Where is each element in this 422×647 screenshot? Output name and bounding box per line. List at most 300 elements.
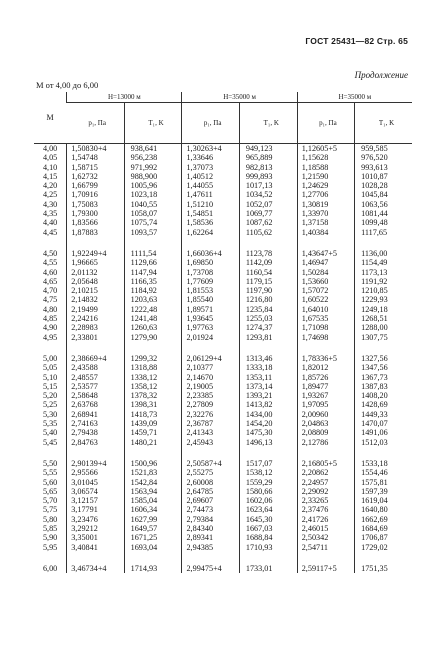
pressure-cell: 2,12786: [297, 438, 354, 447]
mach-cell: 4,50: [42, 248, 58, 258]
pressure-cell: 2,14832: [67, 295, 124, 304]
temperature-cell: 1222,48: [124, 305, 182, 314]
pressure-cell: 2,27809: [182, 400, 239, 409]
pressure-cell: 1,70916: [67, 190, 124, 199]
temperature-cell: 956,238: [124, 153, 182, 162]
mach-cell: 4,10: [42, 162, 58, 172]
temperature-cell: 1373,14: [239, 382, 297, 391]
pressure-cell: 2,79438: [67, 428, 124, 437]
pressure-cell: 2,06129+4: [182, 354, 239, 363]
pressure-cell: 1,43647+5: [297, 249, 354, 258]
temperature-cell: 1454,20: [239, 419, 297, 428]
pressure-cell: 2,68941: [67, 410, 124, 419]
temperature-cell: 1111,54: [124, 249, 182, 258]
mach-cell: 5,85: [42, 523, 58, 533]
temperature-cell: 1260,63: [124, 323, 182, 332]
mach-cell: 4,45: [42, 227, 58, 237]
mach-cell: 5,10: [42, 372, 58, 382]
temperature-cell: 1307,75: [355, 333, 412, 342]
pressure-cell: 3,29212: [67, 524, 124, 533]
mach-cell: 4,05: [42, 153, 58, 163]
pressure-cell: 1,44055: [182, 181, 239, 190]
temperature-cell: 1521,83: [124, 468, 182, 477]
mach-cell: 4,80: [42, 304, 58, 314]
temperature-cell: 1034,52: [239, 190, 297, 199]
mach-cell: 5,00: [42, 353, 58, 363]
pressure-cell: 2,53577: [67, 382, 124, 391]
temperature-cell: 1017,13: [239, 181, 297, 190]
temperature-cell: 1129,66: [124, 258, 182, 267]
pressure-cell: 2,00960: [297, 410, 354, 419]
table-row: [34, 295, 412, 304]
pressure-cell: 1,62732: [67, 172, 124, 181]
pressure-cell: 2,95566: [67, 468, 124, 477]
temperature-cell: 1517,07: [239, 459, 297, 468]
table-row: [34, 410, 412, 419]
temperature-cell: 1160,54: [239, 268, 297, 277]
mach-cell: 4,25: [42, 190, 58, 200]
table-row: [34, 468, 412, 477]
temperature-cell: 1398,31: [124, 400, 182, 409]
pressure-cell: 2,10215: [67, 286, 124, 295]
pressure-cell: 3,06574: [67, 487, 124, 496]
temperature-cell: 1667,03: [239, 524, 297, 533]
temperature-cell: 1533,18: [355, 459, 412, 468]
table-row: [34, 391, 412, 400]
pressure-cell: 1,97095: [297, 400, 354, 409]
mach-cell: 5,45: [42, 437, 58, 447]
table-row: [34, 181, 412, 190]
temperature-cell: 1005,96: [124, 181, 182, 190]
pressure-cell: 2,54711: [297, 543, 354, 552]
pressure-cell: 2,16805+5: [297, 459, 354, 468]
spacer-cell: [124, 342, 182, 354]
table-row: [34, 505, 412, 514]
pressure-cell: 2,19005: [182, 382, 239, 391]
table-row: [34, 400, 412, 409]
table-row: [34, 333, 412, 342]
mach-cell: 5,70: [42, 496, 58, 506]
temperature-cell: 1191,92: [355, 277, 412, 286]
table-row: [34, 305, 412, 314]
mach-cell: 5,65: [42, 486, 58, 496]
pressure-cell: 2,48557: [67, 373, 124, 382]
pressure-cell: 2,99475+4: [182, 564, 239, 573]
temperature-cell: 1093,57: [124, 228, 182, 237]
table-row: [34, 314, 412, 323]
table-row: [34, 363, 412, 372]
altitude-header-1: H=13000 м: [67, 92, 182, 103]
temperature-cell: 1184,92: [124, 286, 182, 295]
mach-cell: 5,15: [42, 381, 58, 391]
mach-cell: 4,95: [42, 332, 58, 342]
mach-cell: 4,00: [42, 144, 58, 153]
temperature-cell: 1434,00: [239, 410, 297, 419]
temperature-cell: 1512,03: [355, 438, 412, 447]
spacer-cell: [124, 237, 182, 249]
pressure-cell: 1,30819: [297, 200, 354, 209]
group-spacer: [34, 447, 412, 459]
spacer-cell: [182, 342, 239, 354]
temperature-cell: 1413,82: [239, 400, 297, 409]
mach-cell: 4,40: [42, 218, 58, 228]
spacer-cell: [239, 447, 297, 459]
spacer-cell: [34, 237, 67, 249]
table-row: [34, 200, 412, 209]
pressure-cell: 2,74473: [182, 505, 239, 514]
pressure-cell: 1,85726: [297, 373, 354, 382]
mach-cell: 5,80: [42, 514, 58, 524]
spacer-cell: [34, 342, 67, 354]
temperature-cell: 1542,84: [124, 478, 182, 487]
temperature-cell: 1439,09: [124, 419, 182, 428]
pressure-cell: 2,08809: [297, 428, 354, 437]
table-row: [34, 258, 412, 267]
pressure-cell: 3,01045: [67, 478, 124, 487]
pressure-cell: 1,77609: [182, 277, 239, 286]
pressure-cell: 2,10377: [182, 363, 239, 372]
pressure-cell: 2,04863: [297, 419, 354, 428]
table-row: [34, 218, 412, 227]
table-row: [34, 428, 412, 437]
temperature-cell: 999,893: [239, 172, 297, 181]
temperature-cell: 1040,55: [124, 200, 182, 209]
pressure-header: p₁, Па: [182, 103, 239, 144]
spacer-cell: [297, 342, 354, 354]
temperature-cell: 1333,18: [239, 363, 297, 372]
table-row: [34, 438, 412, 447]
table-row: [34, 419, 412, 428]
pressure-cell: 1,21590: [297, 172, 354, 181]
temperature-cell: 1136,00: [355, 249, 412, 258]
temperature-cell: 1087,62: [239, 218, 297, 227]
temperature-cell: 1197,90: [239, 286, 297, 295]
temperature-cell: 1470,07: [355, 419, 412, 428]
mach-cell: 5,20: [42, 391, 58, 401]
pressure-cell: 2,90139+4: [67, 459, 124, 468]
spacer-cell: [239, 237, 297, 249]
mach-cell: 4,70: [42, 286, 58, 296]
temperature-cell: 1318,88: [124, 363, 182, 372]
temperature-cell: 1684,69: [355, 524, 412, 533]
spacer-cell: [182, 447, 239, 459]
table-row: [34, 533, 412, 542]
mach-cell: 5,55: [42, 468, 58, 478]
table-row: [34, 354, 412, 363]
table-row: [34, 564, 412, 573]
spacer-cell: [182, 552, 239, 564]
temperature-cell: 1063,56: [355, 200, 412, 209]
temperature-cell: 1105,62: [239, 228, 297, 237]
temperature-cell: 1279,90: [124, 333, 182, 342]
pressure-cell: 1,87883: [67, 228, 124, 237]
temperature-cell: 1393,21: [239, 391, 297, 400]
pressure-cell: 2,63768: [67, 400, 124, 409]
mach-cell: 4,55: [42, 258, 58, 268]
pressure-cell: 2,74163: [67, 419, 124, 428]
temperature-cell: 1347,56: [355, 363, 412, 372]
spacer-cell: [67, 447, 124, 459]
mach-cell: 4,75: [42, 295, 58, 305]
mach-cell: 6,00: [42, 563, 58, 573]
pressure-cell: 2,41726: [297, 515, 354, 524]
mach-cell: 4,35: [42, 209, 58, 219]
pressure-cell: 2,41343: [182, 428, 239, 437]
mach-cell: 4,65: [42, 276, 58, 286]
pressure-cell: 1,37158: [297, 218, 354, 227]
temperature-cell: 1710,93: [239, 543, 297, 552]
table-row: [34, 172, 412, 181]
pressure-cell: 1,37073: [182, 163, 239, 172]
temperature-cell: 1640,80: [355, 505, 412, 514]
pressure-cell: 3,46734+4: [67, 564, 124, 573]
pressure-cell: 2,94385: [182, 543, 239, 552]
pressure-cell: 2,14670: [182, 373, 239, 382]
temperature-cell: 1606,34: [124, 505, 182, 514]
pressure-cell: 1,96665: [67, 258, 124, 267]
temperature-cell: 959,585: [355, 144, 412, 154]
pressure-cell: 1,57072: [297, 286, 354, 295]
temperature-cell: 1559,29: [239, 478, 297, 487]
temperature-cell: 1288,00: [355, 323, 412, 332]
pressure-cell: 1,62264: [182, 228, 239, 237]
temperature-cell: 1075,74: [124, 218, 182, 227]
pressure-cell: 1,15628: [297, 153, 354, 162]
temperature-cell: 1500,96: [124, 459, 182, 468]
pressure-cell: 1,24629: [297, 181, 354, 190]
mach-cell: 5,60: [42, 477, 58, 487]
temperature-cell: 1496,13: [239, 438, 297, 447]
pressure-cell: 1,75083: [67, 200, 124, 209]
table-row: [34, 496, 412, 505]
temperature-cell: 938,641: [124, 144, 182, 154]
mach-cell: 5,05: [42, 363, 58, 373]
pressure-cell: 1,83566: [67, 218, 124, 227]
mach-cell: 5,90: [42, 533, 58, 543]
temperature-cell: 1645,30: [239, 515, 297, 524]
pressure-cell: 1,60522: [297, 295, 354, 304]
mach-cell: 4,85: [42, 314, 58, 324]
table-row: [34, 543, 412, 552]
pressure-cell: 2,37476: [297, 505, 354, 514]
pressure-cell: 1,47611: [182, 190, 239, 199]
temperature-cell: 1554,46: [355, 468, 412, 477]
pressure-cell: 2,23385: [182, 391, 239, 400]
temperature-cell: 1268,51: [355, 314, 412, 323]
pressure-cell: 2,89341: [182, 533, 239, 542]
pressure-cell: 2,05648: [67, 277, 124, 286]
pressure-header: p₁, Па: [67, 103, 124, 144]
table-row: [34, 144, 412, 154]
temperature-cell: 1693,04: [124, 543, 182, 552]
pressure-cell: 3,40841: [67, 543, 124, 552]
temperature-cell: 1714,93: [124, 564, 182, 573]
table-row: [34, 153, 412, 162]
spacer-cell: [67, 552, 124, 564]
spacer-cell: [297, 237, 354, 249]
pressure-cell: 1,18588: [297, 163, 354, 172]
pressure-cell: 2,79384: [182, 515, 239, 524]
temperature-cell: 1580,66: [239, 487, 297, 496]
temperature-cell: 1216,80: [239, 295, 297, 304]
pressure-cell: 1,27706: [297, 190, 354, 199]
mach-cell: 4,20: [42, 181, 58, 191]
temperature-cell: 1010,87: [355, 172, 412, 181]
pressure-cell: 2,46015: [297, 524, 354, 533]
temperature-cell: 982,813: [239, 163, 297, 172]
temperature-cell: 1480,21: [124, 438, 182, 447]
temperature-cell: 1327,56: [355, 354, 412, 363]
table-row: [34, 382, 412, 391]
temperature-cell: 1649,57: [124, 524, 182, 533]
pressure-cell: 2,84340: [182, 524, 239, 533]
pressure-cell: 2,20862: [297, 468, 354, 477]
spacer-cell: [67, 237, 124, 249]
temperature-cell: 1602,06: [239, 496, 297, 505]
mach-cell: 5,30: [42, 409, 58, 419]
pressure-cell: 1,73708: [182, 268, 239, 277]
temperature-cell: 1729,02: [355, 543, 412, 552]
spacer-cell: [239, 342, 297, 354]
temperature-cell: 1255,03: [239, 314, 297, 323]
pressure-cell: 2,55275: [182, 468, 239, 477]
pressure-cell: 1,12605+5: [297, 144, 354, 154]
pressure-cell: 2,36787: [182, 419, 239, 428]
mach-cell: 4,15: [42, 171, 58, 181]
temperature-cell: 1475,30: [239, 428, 297, 437]
spacer-cell: [297, 552, 354, 564]
mach-cell: 4,90: [42, 323, 58, 333]
pressure-cell: 1,92249+4: [67, 249, 124, 258]
temperature-cell: 1449,33: [355, 410, 412, 419]
temperature-cell: 1733,01: [239, 564, 297, 573]
temperature-cell: 1241,48: [124, 314, 182, 323]
pressure-cell: 2,43588: [67, 363, 124, 372]
pressure-cell: 2,32276: [182, 410, 239, 419]
table-row: [34, 209, 412, 218]
mach-cell: 5,75: [42, 505, 58, 515]
continuation-label: Продолжение: [354, 70, 408, 80]
mach-range-label: М от 4,00 до 6,00: [36, 80, 99, 90]
pressure-cell: 1,30263+4: [182, 144, 239, 154]
pressure-cell: 3,17791: [67, 505, 124, 514]
temperature-cell: 1627,99: [124, 515, 182, 524]
group-spacer: [34, 552, 412, 564]
pressure-cell: 2,59117+5: [297, 564, 354, 573]
temperature-cell: 971,992: [124, 163, 182, 172]
temperature-cell: 1142,09: [239, 258, 297, 267]
temperature-cell: 1459,71: [124, 428, 182, 437]
temperature-cell: 1099,48: [355, 218, 412, 227]
table-row: [34, 487, 412, 496]
mach-cell: 5,95: [42, 542, 58, 552]
pressure-cell: 1,64010: [297, 305, 354, 314]
table-row: [34, 373, 412, 382]
temperature-cell: 1671,25: [124, 533, 182, 542]
pressure-cell: 3,35001: [67, 533, 124, 542]
pressure-cell: 2,58648: [67, 391, 124, 400]
temperature-cell: 1338,12: [124, 373, 182, 382]
temperature-cell: 1293,81: [239, 333, 297, 342]
pressure-cell: 2,33265: [297, 496, 354, 505]
temperature-cell: 1210,85: [355, 286, 412, 295]
spacer-cell: [34, 552, 67, 564]
temperature-cell: 1619,04: [355, 496, 412, 505]
pressure-cell: 1,53660: [297, 277, 354, 286]
table-row: [34, 323, 412, 332]
pressure-cell: 1,54748: [67, 153, 124, 162]
temperature-cell: 1166,35: [124, 277, 182, 286]
temperature-cell: 1387,83: [355, 382, 412, 391]
pressure-cell: 1,40512: [182, 172, 239, 181]
pressure-cell: 2,50587+4: [182, 459, 239, 468]
spacer-cell: [355, 447, 412, 459]
table-row: [34, 268, 412, 277]
temperature-cell: 1045,84: [355, 190, 412, 199]
pressure-cell: 1,85540: [182, 295, 239, 304]
temperature-header: T₁, K: [239, 103, 297, 144]
temperature-cell: 949,123: [239, 144, 297, 154]
temperature-cell: 1706,87: [355, 533, 412, 542]
temperature-cell: 1313,46: [239, 354, 297, 363]
spacer-cell: [355, 237, 412, 249]
pressure-cell: 1,67535: [297, 314, 354, 323]
temperature-cell: 1418,73: [124, 410, 182, 419]
pressure-cell: 1,58715: [67, 163, 124, 172]
table-row: [34, 249, 412, 258]
pressure-cell: 2,01132: [67, 268, 124, 277]
pressure-cell: 1,58536: [182, 218, 239, 227]
group-spacer: [34, 237, 412, 249]
pressure-cell: 1,82012: [297, 363, 354, 372]
spacer-cell: [67, 342, 124, 354]
pressure-cell: 2,84763: [67, 438, 124, 447]
pressure-cell: 2,64785: [182, 487, 239, 496]
temperature-cell: 1358,12: [124, 382, 182, 391]
spacer-cell: [355, 552, 412, 564]
pressure-cell: 1,46947: [297, 258, 354, 267]
pressure-cell: 2,24216: [67, 314, 124, 323]
pressure-cell: 1,89477: [297, 382, 354, 391]
atmosphere-table: [34, 92, 412, 573]
table-row: [34, 190, 412, 199]
pressure-cell: 1,33970: [297, 209, 354, 218]
pressure-cell: 1,66799: [67, 181, 124, 190]
temperature-cell: 993,613: [355, 163, 412, 172]
col-m-header: М: [34, 92, 67, 144]
mach-cell: 4,60: [42, 267, 58, 277]
table-row: [34, 478, 412, 487]
spacer-cell: [355, 342, 412, 354]
pressure-cell: 1,51210: [182, 200, 239, 209]
pressure-header: p₁, Па: [297, 103, 354, 144]
altitude-header-2: H=35000 м: [182, 92, 297, 103]
pressure-cell: 1,78336+5: [297, 354, 354, 363]
page-header: ГОСТ 25431—82 Стр. 65: [305, 36, 408, 46]
pressure-cell: 2,69607: [182, 496, 239, 505]
group-spacer: [34, 342, 412, 354]
spacer-cell: [182, 237, 239, 249]
pressure-cell: 1,50284: [297, 268, 354, 277]
temperature-cell: 1249,18: [355, 305, 412, 314]
pressure-cell: 1,71098: [297, 323, 354, 332]
temperature-header: T₁, K: [355, 103, 412, 144]
pressure-cell: 2,24957: [297, 478, 354, 487]
temperature-cell: 1179,15: [239, 277, 297, 286]
temperature-cell: 1623,64: [239, 505, 297, 514]
temperature-cell: 1563,94: [124, 487, 182, 496]
temperature-cell: 1585,04: [124, 496, 182, 505]
